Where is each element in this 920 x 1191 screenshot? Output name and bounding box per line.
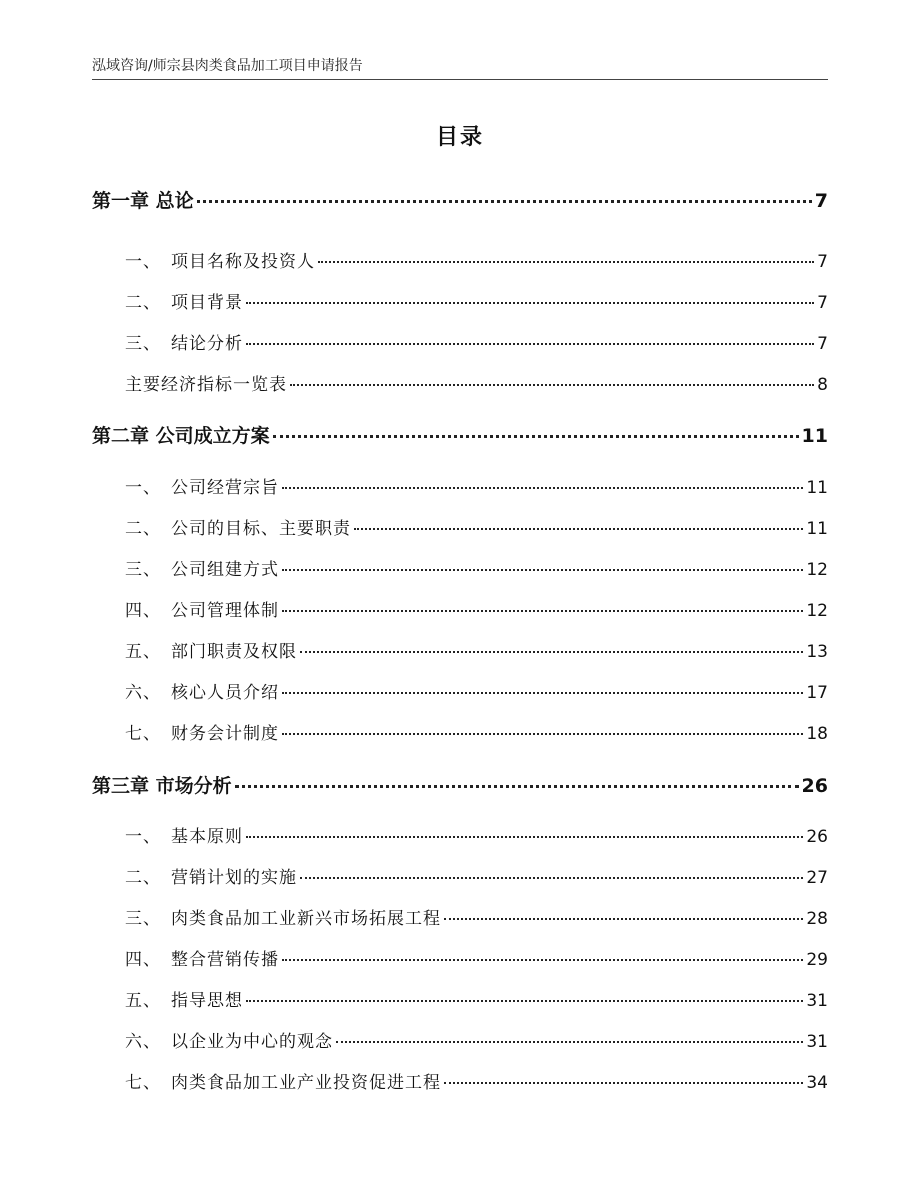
toc-entry-number: 一、 [125,478,161,498]
toc-section-entry[interactable] [92,473,828,498]
toc-entry-label [92,678,279,703]
toc-entry-label [92,904,441,929]
toc-entry-label [92,637,297,662]
toc-entry-text: 公司的目标、主要职责 [171,519,351,539]
toc-chapter-entry[interactable] [92,186,828,213]
toc-dot-leader [444,1082,803,1084]
toc-entry-text: 营销计划的实施 [171,868,297,888]
toc-section-entry[interactable] [92,637,828,662]
toc-dot-leader [282,959,803,961]
toc-entry-number: 六、 [125,1032,161,1052]
toc-dot-leader [246,302,814,304]
toc-dot-leader [282,692,803,694]
toc-section-entry[interactable] [92,678,828,703]
toc-page-number: 7 [817,334,828,354]
toc-dot-leader [300,651,803,653]
toc-page-number: 12 [806,560,828,580]
toc-entry-text: 项目背景 [171,293,243,313]
toc-entry-label [92,288,243,313]
toc-entry-number: 五、 [125,991,161,1011]
toc-entry-number: 七、 [125,724,161,744]
toc-chapter-entry[interactable] [92,771,828,798]
toc-entry-label [92,863,297,888]
toc-page-number: 11 [806,478,828,498]
toc-dot-leader [282,610,803,612]
toc-entry-label [92,719,279,744]
toc-entry-number: 七、 [125,1073,161,1093]
toc-section-entry[interactable] [92,370,828,395]
toc-section-entry[interactable] [92,555,828,580]
toc-entry-label [92,555,279,580]
toc-entry-label [92,473,279,498]
toc-page-number: 7 [817,293,828,313]
toc-entry-text: 公司管理体制 [171,601,279,621]
toc-page-number: 7 [814,190,828,212]
toc-entry-label [92,771,232,798]
toc-dot-leader [290,384,814,386]
toc-entry-text: 财务会计制度 [171,724,279,744]
toc-entry-label [92,247,315,272]
toc-entry-label [92,514,351,539]
toc-section-entry[interactable] [92,288,828,313]
toc-page-number: 17 [806,683,828,703]
toc-entry-label [92,596,279,621]
toc-dot-leader [318,261,814,263]
toc-section-entry[interactable] [92,1068,828,1093]
toc-entry-label [92,1068,441,1093]
toc-entry-text: 项目名称及投资人 [171,252,315,272]
toc-section-entry[interactable] [92,247,828,272]
toc-entry-label [92,822,243,847]
toc-page-number: 11 [801,425,828,447]
toc-section-entry[interactable] [92,945,828,970]
toc-dot-leader [246,343,814,345]
toc-entry-label [92,186,194,213]
toc-entry-text: 肉类食品加工业产业投资促进工程 [171,1073,441,1093]
toc-section-entry[interactable] [92,514,828,539]
toc-dot-leader [235,785,799,788]
toc-page-number: 31 [806,991,828,1011]
toc-page-number: 13 [806,642,828,662]
toc-entry-label [92,421,270,448]
toc-entry-number: 六、 [125,683,161,703]
toc-page-number: 12 [806,601,828,621]
toc-entry-text: 核心人员介绍 [171,683,279,703]
toc-page-number: 18 [806,724,828,744]
toc-entry-text: 第三章 市场分析 [92,775,232,797]
toc-entry-text: 部门职责及权限 [171,642,297,662]
toc-dot-leader [197,200,812,203]
toc-entry-number: 五、 [125,642,161,662]
page-title: 目录 [435,125,484,150]
toc-entry-number: 二、 [125,519,161,539]
toc-page-number: 11 [806,519,828,539]
toc-entry-text: 以企业为中心的观念 [171,1032,333,1052]
toc-entry-text: 主要经济指标一览表 [125,375,287,395]
toc-entry-text: 公司经营宗旨 [171,478,279,498]
toc-entry-text: 整合营销传播 [171,950,279,970]
toc-dot-leader [273,435,799,438]
toc-page-number: 7 [817,252,828,272]
toc-page-number: 31 [806,1032,828,1052]
toc-page-number: 26 [806,827,828,847]
toc-section-entry[interactable] [92,822,828,847]
toc-entry-text: 肉类食品加工业新兴市场拓展工程 [171,909,441,929]
toc-dot-leader [300,877,803,879]
toc-entry-number: 一、 [125,827,161,847]
toc-dot-leader [246,1000,803,1002]
toc-page-number: 29 [806,950,828,970]
toc-dot-leader [282,733,803,735]
toc-entry-text: 第一章 总论 [92,190,194,212]
toc-page-number: 34 [806,1073,828,1093]
toc-section-entry[interactable] [92,329,828,354]
toc-dot-leader [354,528,803,530]
toc-section-entry[interactable] [92,904,828,929]
toc-dot-leader [282,569,803,571]
toc-entry-text: 结论分析 [171,334,243,354]
toc-entry-label [92,986,243,1011]
toc-chapter-entry[interactable] [92,421,828,448]
toc-page-number: 27 [806,868,828,888]
toc-dot-leader [282,487,803,489]
header-rule [92,79,828,80]
toc-entry-number: 二、 [125,868,161,888]
toc-entry-label [92,370,287,395]
toc-entry-text: 公司组建方式 [171,560,279,580]
toc-entry-number: 四、 [125,601,161,621]
toc-entry-text: 第二章 公司成立方案 [92,425,270,447]
toc-section-entry[interactable] [92,1027,828,1052]
toc-section-entry[interactable] [92,719,828,744]
toc-entry-text: 基本原则 [171,827,243,847]
toc-entry-label [92,945,279,970]
toc-dot-leader [336,1041,803,1043]
toc-entry-number: 三、 [125,560,161,580]
running-header: 泓域咨询/师宗县肉类食品加工项目申请报告 [92,58,363,74]
toc-dot-leader [246,836,803,838]
toc-section-entry[interactable] [92,986,828,1011]
toc-entry-text: 指导思想 [171,991,243,1011]
toc-entry-label [92,329,243,354]
toc-page-number: 8 [817,375,828,395]
toc-entry-number: 四、 [125,950,161,970]
toc-entry-number: 二、 [125,293,161,313]
toc-entry-number: 三、 [125,909,161,929]
toc-page-number: 28 [806,909,828,929]
toc-entry-number: 三、 [125,334,161,354]
toc-page-number: 26 [801,775,828,797]
toc-section-entry[interactable] [92,596,828,621]
toc-dot-leader [444,918,803,920]
toc-section-entry[interactable] [92,863,828,888]
toc-entry-label [92,1027,333,1052]
toc-entry-number: 一、 [125,252,161,272]
